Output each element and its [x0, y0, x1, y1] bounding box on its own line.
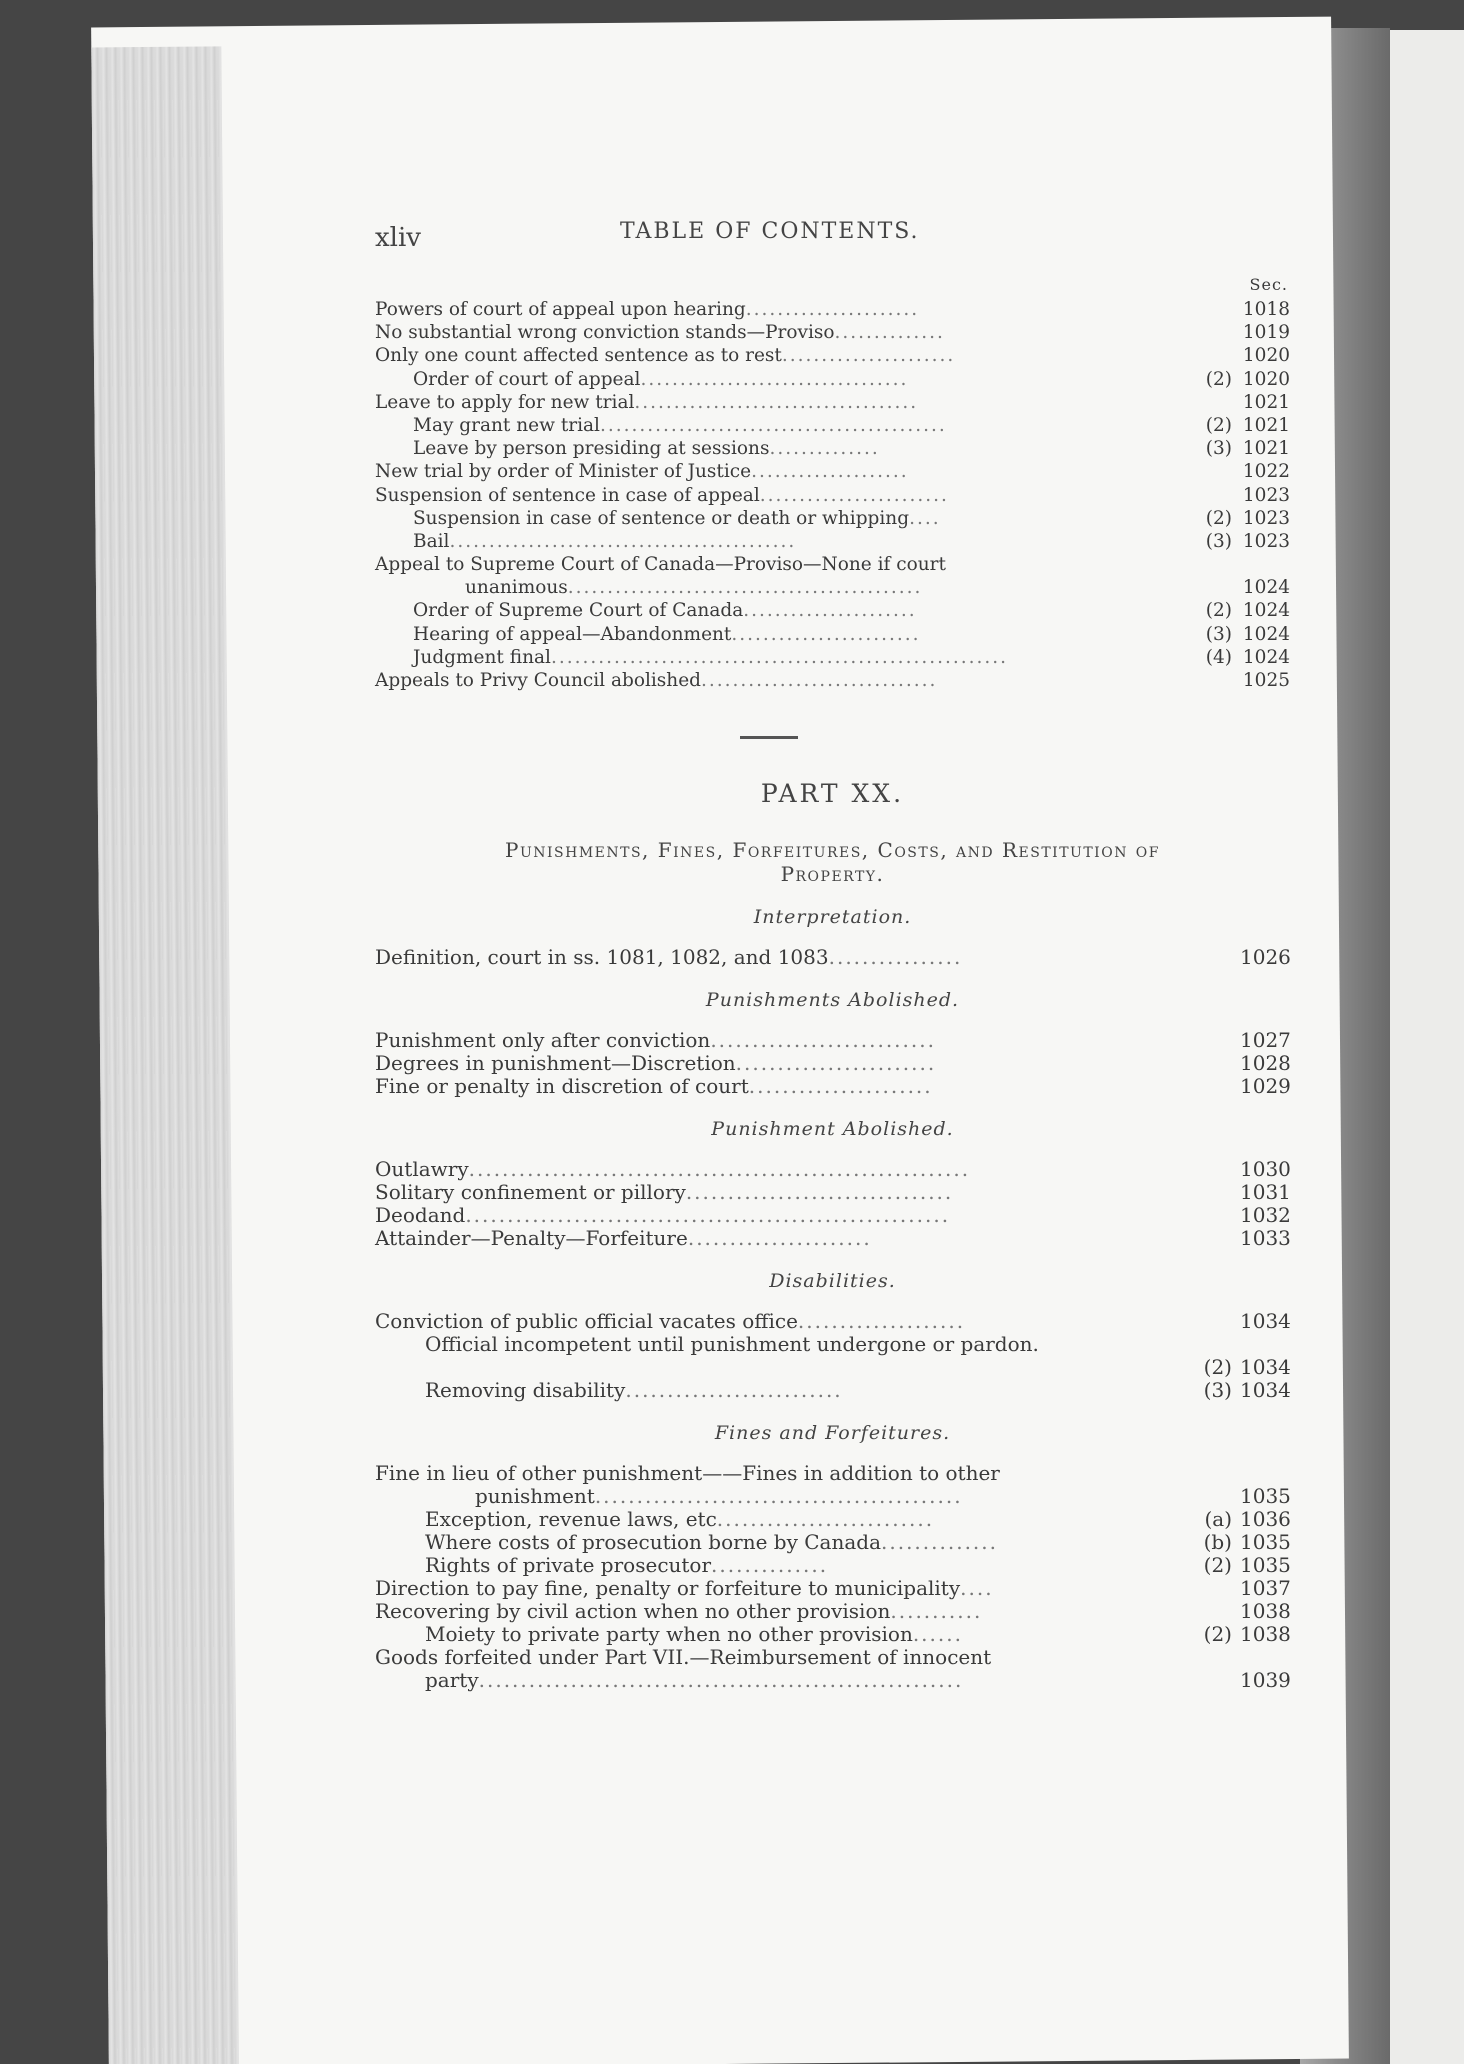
toc-entry — [375, 1600, 1290, 1623]
toc-entry — [375, 460, 1290, 483]
toc-entry — [375, 507, 1290, 530]
leader-dots: .......................................................... — [478, 1668, 964, 1693]
section-number: 1029 — [1240, 1074, 1291, 1099]
leader-dots: ........... — [890, 1599, 983, 1624]
toc-entry — [375, 623, 1290, 646]
toc-entry — [375, 391, 1290, 414]
section-number: 1034 — [1240, 1309, 1291, 1334]
toc-entry-text: Leave by person presiding at sessions.............. — [413, 438, 880, 460]
toc-entry — [375, 553, 1290, 576]
toc-entry — [375, 1075, 1290, 1098]
leader-dots: ........................ — [759, 484, 949, 506]
subsection-number: (2) — [1205, 368, 1232, 390]
toc-entry — [375, 321, 1290, 344]
toc-entry — [375, 1485, 1290, 1508]
toc-entry — [375, 1577, 1290, 1600]
section-number: 1024 — [1242, 646, 1290, 668]
part-heading-line2: Property. — [780, 862, 885, 887]
subsection-number: (3) — [1205, 530, 1232, 552]
toc-entry-text: Suspension in case of sentence or death or whipping.... — [413, 507, 941, 529]
section-number: 1026 — [1240, 945, 1291, 970]
toc-entry-text: Goods forfeited under Part VII.—Reimbursement of innocent — [375, 1645, 992, 1670]
toc-entry-text: Judgment final.......................................................... — [413, 646, 1009, 668]
leader-dots: .................................. — [640, 368, 909, 390]
toc-entry — [375, 1554, 1290, 1577]
leader-dots: .................... — [751, 461, 909, 483]
page-content — [375, 205, 1290, 1692]
toc-entry-text: Only one count affected sentence as to rest...................... — [375, 345, 956, 367]
page-number: xliv — [375, 223, 421, 253]
toc-entry-text: Punishment only after conviction........................... — [375, 1028, 936, 1053]
part-sections — [375, 906, 1290, 1692]
section-number: 1030 — [1240, 1157, 1291, 1182]
leader-dots: ........................... — [710, 1028, 936, 1053]
leader-dots: ...................... — [745, 299, 920, 320]
leader-dots: ...... — [912, 1622, 963, 1647]
toc-entry-text: May grant new trial............................................ — [413, 414, 947, 436]
leader-dots: .......................................................... — [465, 1203, 951, 1228]
section-number: 1034 — [1240, 1378, 1291, 1403]
subsection-number: (3) — [1203, 1378, 1232, 1403]
leader-dots: .......................... — [625, 1378, 843, 1403]
leader-dots: .............. — [834, 322, 945, 344]
toc-entry — [375, 1204, 1290, 1227]
section-number: 1019 — [1242, 322, 1290, 344]
subsection-number: (b) — [1203, 1530, 1232, 1555]
toc-entry-text: Fine in lieu of other punishment——Fines in addition to other — [375, 1461, 1000, 1486]
toc-entry-text: Definition, court in ss. 1081, 1082, and 1083................ — [375, 945, 963, 970]
toc-entry — [375, 1181, 1290, 1204]
leader-dots: .................................... — [634, 391, 919, 413]
section-number: 1033 — [1240, 1226, 1291, 1251]
leader-dots: ...................... — [781, 345, 956, 367]
leader-dots: .............. — [881, 1530, 999, 1555]
toc-entry-text: Degrees in punishment—Discretion........................ — [375, 1051, 937, 1076]
section-number: 1037 — [1240, 1576, 1291, 1601]
toc-entry — [375, 1531, 1290, 1554]
toc-entry — [375, 368, 1290, 391]
toc-entry-text: Where costs of prosecution borne by Canada.............. — [425, 1530, 999, 1555]
running-title: TABLE OF CONTENTS. — [620, 219, 920, 244]
section-subheading: Interpretation. — [753, 906, 912, 929]
subsection-number: (2) — [1205, 414, 1232, 436]
section-number: 1020 — [1242, 345, 1290, 367]
toc-entry-text: Attainder—Penalty—Forfeiture...................... — [375, 1226, 872, 1251]
section-number: 1023 — [1242, 484, 1290, 506]
section-divider — [740, 736, 798, 739]
subsection-number: (2) — [1203, 1553, 1232, 1578]
toc-entry — [375, 1508, 1290, 1531]
section-number: 1034 — [1240, 1355, 1291, 1380]
toc-entry — [375, 1623, 1290, 1646]
section-number: 1024 — [1242, 600, 1290, 622]
appeal-entries — [375, 298, 1290, 692]
leader-dots: ................................ — [685, 1180, 954, 1205]
section-entries — [375, 946, 1290, 969]
subsection-number: (a) — [1204, 1507, 1232, 1532]
toc-entry-text: Conviction of public official vacates office.................... — [375, 1309, 966, 1334]
subsection-number: (2) — [1203, 1622, 1232, 1647]
section-number: 1035 — [1240, 1530, 1291, 1555]
leader-dots: .......................................................... — [550, 646, 1009, 668]
leader-dots: ............................................. — [567, 577, 923, 599]
toc-entry — [375, 946, 1290, 969]
leader-dots: ...................... — [748, 1074, 933, 1099]
toc-entry-text: unanimous............................................. — [465, 577, 923, 599]
toc-entry-text: Moiety to private party when no other provision...... — [425, 1622, 963, 1647]
page-header — [375, 205, 1290, 253]
toc-entry — [375, 1227, 1290, 1250]
leader-dots: ............................................................ — [468, 1157, 971, 1182]
part-title: PART XX. — [760, 779, 905, 809]
toc-entry-text: Powers of court of appeal upon hearing...................... — [375, 299, 920, 320]
toc-entry-text: punishment............................................ — [475, 1484, 963, 1509]
toc-entry — [375, 1669, 1290, 1692]
toc-entry — [375, 669, 1290, 692]
leader-dots: .................... — [797, 1309, 966, 1334]
toc-entry-text: party.......................................................... — [425, 1668, 964, 1693]
section-number: 1022 — [1242, 461, 1290, 483]
section-number: 1021 — [1242, 391, 1290, 413]
section-number: 1027 — [1240, 1028, 1291, 1053]
toc-entry-text: Appeals to Privy Council abolished.............................. — [375, 670, 938, 691]
leader-dots: ........................ — [735, 1051, 937, 1076]
section-number: 1035 — [1240, 1484, 1291, 1509]
toc-entry-text: Leave to apply for new trial.................................... — [375, 391, 919, 413]
toc-entry — [375, 1646, 1290, 1669]
section-entries — [375, 1158, 1290, 1250]
toc-entry-text: Deodand.......................................................... — [375, 1203, 951, 1228]
section-number: 1023 — [1242, 530, 1290, 552]
leader-dots: ...................... — [743, 600, 917, 622]
toc-entry — [375, 1158, 1290, 1181]
toc-entry — [375, 599, 1290, 622]
leader-dots: ................ — [828, 945, 963, 970]
toc-entry — [375, 1310, 1290, 1333]
toc-entry-text: No substantial wrong conviction stands—Proviso.............. — [375, 322, 945, 344]
toc-entry-text: Rights of private prosecutor.............. — [425, 1553, 829, 1578]
toc-entry-text: Suspension of sentence in case of appeal........................ — [375, 484, 949, 506]
section-subheading: Punishments Abolished. — [705, 989, 960, 1012]
toc-entry-text: Outlawry............................................................ — [375, 1157, 971, 1182]
section-number: 1024 — [1242, 577, 1290, 599]
leader-dots: .... — [909, 507, 941, 529]
toc-entry — [375, 576, 1290, 599]
section-subheading: Disabilities. — [769, 1270, 896, 1293]
toc-entry — [375, 414, 1290, 437]
section-number: 1025 — [1242, 670, 1290, 691]
leader-dots: .............. — [769, 438, 880, 460]
toc-entry — [375, 437, 1290, 460]
subsection-number: (2) — [1205, 600, 1232, 622]
subsection-number: (2) — [1203, 1355, 1232, 1380]
toc-entry-text: Exception, revenue laws, etc.......................... — [425, 1507, 935, 1532]
section-number: 1032 — [1240, 1203, 1291, 1228]
section-entries — [375, 1310, 1290, 1402]
section-number: 1039 — [1240, 1668, 1291, 1693]
section-subheading: Fines and Forfeitures. — [714, 1422, 951, 1445]
section-number: 1024 — [1242, 623, 1290, 645]
toc-entry-text: Order of court of appeal.................................. — [413, 368, 909, 390]
section-number: 1035 — [1240, 1553, 1291, 1578]
section-number: 1018 — [1242, 299, 1290, 320]
section-number: 1021 — [1242, 438, 1290, 460]
toc-entry-text: Official incompetent until punishment undergone or pardon. — [425, 1332, 1039, 1357]
section-number: 1031 — [1240, 1180, 1291, 1205]
toc-entry-text: Order of Supreme Court of Canada...................... — [413, 600, 917, 622]
leader-dots: ........................ — [731, 623, 921, 645]
toc-entry-text: New trial by order of Minister of Justice.................... — [375, 461, 909, 483]
toc-entry-text: Removing disability.......................... — [425, 1378, 843, 1403]
subsection-number: (3) — [1205, 438, 1232, 460]
subsection-number: (3) — [1205, 623, 1232, 645]
toc-entry-text: Direction to pay fine, penalty or forfeiture to municipality.... — [375, 1576, 994, 1601]
toc-entry-text: Bail............................................ — [413, 530, 797, 552]
leader-dots: .... — [960, 1576, 994, 1601]
subsection-number: (4) — [1205, 646, 1232, 668]
toc-entry-text: Recovering by civil action when no other provision........... — [375, 1599, 983, 1624]
toc-entry — [375, 1052, 1290, 1075]
toc-entry — [375, 1029, 1290, 1052]
section-number: 1021 — [1242, 414, 1290, 436]
section-number: 1038 — [1240, 1622, 1291, 1647]
leader-dots: ............................................ — [449, 530, 797, 552]
section-subheading: Punishment Abolished. — [711, 1118, 954, 1141]
section-number: 1023 — [1242, 507, 1290, 529]
subsection-number: (2) — [1205, 507, 1232, 529]
toc-entry — [375, 1356, 1290, 1379]
toc-entry-text: Fine or penalty in discretion of court...................... — [375, 1074, 933, 1099]
section-column-label: Sec. — [1249, 275, 1288, 294]
toc-entry-text: Hearing of appeal—Abandonment........................ — [413, 623, 921, 645]
leader-dots: .......................... — [716, 1507, 935, 1532]
page-edges — [91, 46, 239, 2064]
toc-entry — [375, 298, 1290, 321]
toc-entry — [375, 1462, 1290, 1485]
part-heading: Punishments, Fines, Forfeitures, Costs, and Restitution of — [504, 838, 1160, 863]
leader-dots: ...................... — [687, 1226, 872, 1251]
section-entries — [375, 1462, 1290, 1692]
leader-dots: ............................................ — [594, 1484, 963, 1509]
toc-entry — [375, 1379, 1290, 1402]
section-number: 1020 — [1242, 368, 1290, 390]
toc-entry — [375, 530, 1290, 553]
toc-entry — [375, 344, 1290, 367]
toc-entry-text: Appeal to Supreme Court of Canada—Proviso—None if court — [375, 554, 946, 576]
toc-entry — [375, 484, 1290, 507]
section-entries — [375, 1029, 1290, 1098]
section-number: 1038 — [1240, 1599, 1291, 1624]
leader-dots: .............................. — [701, 670, 938, 691]
toc-entry — [375, 1333, 1290, 1356]
section-number: 1028 — [1240, 1051, 1291, 1076]
leader-dots: ............................................ — [599, 414, 947, 436]
toc-entry — [375, 646, 1290, 669]
toc-entry-text: Solitary confinement or pillory................................ — [375, 1180, 954, 1205]
leader-dots: .............. — [711, 1553, 829, 1578]
section-number: 1036 — [1240, 1507, 1291, 1532]
